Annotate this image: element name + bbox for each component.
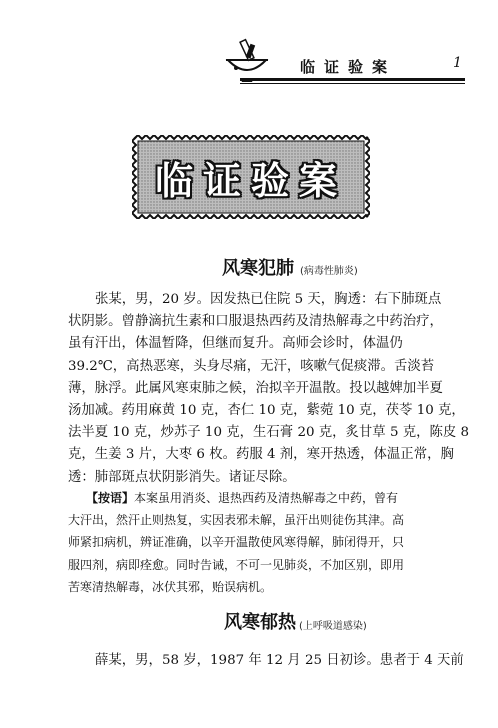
text-line: 汤加减。药用麻黄 10 克，杏仁 10 克，紫菀 10 克，茯苓 10 克， <box>68 403 465 419</box>
text-line: 39.2℃，高热恶寒，头身尽痛，无汗，咳嗽气促痰滞。舌淡苔 <box>68 358 435 374</box>
note-tag: 【按语】 <box>86 491 135 505</box>
page-number: 1 <box>453 55 462 71</box>
page-header <box>0 0 498 90</box>
running-title: 临证验案 <box>300 58 397 76</box>
note-line: 师紧扣病机，辨证准确，以辛开温散使风寒得解，肺闭得开，只 <box>68 535 405 550</box>
text-line: 薄，脉浮。此属风寒束肺之候，治拟辛开温散。投以越婢加半夏 <box>68 380 443 396</box>
text-line: 张某，男，20 岁。因发热已住院 5 天，胸透：右下肺斑点 <box>95 292 442 307</box>
text-line: 虽有汗出，体温暂降，但继而复升。高师会诊时，体温仍 <box>68 336 403 352</box>
note-line: 大汗出，然汗止则热复，实因表邪未解，虽汗出则徒伤其津。高 <box>68 513 405 528</box>
chapter-banner <box>132 135 370 219</box>
text-line: 状阴影。曾静滴抗生素和口服退热西药及清热解毒之中药治疗， <box>68 314 443 330</box>
text-line: 透：肺部斑点状阴影消失。诸证尽除。 <box>68 469 296 485</box>
note-line <box>68 487 450 509</box>
note-line: 苦寒清热解毒，冰伏其邪，贻误病机。 <box>68 579 273 594</box>
case1-commentary <box>68 487 450 598</box>
case1-subtitle: (病毒性肺炎) <box>300 266 358 277</box>
header-rule-thin <box>240 83 465 84</box>
banner-title: 临证验案 <box>154 157 347 203</box>
case2-title: 风寒郁热 <box>224 612 296 633</box>
case1-title: 风寒犯肺 <box>222 258 294 279</box>
case2-subtitle: (上呼吸道感染) <box>299 621 367 632</box>
header-rule <box>240 78 465 81</box>
text-line: 克，生姜 3 片，大枣 6 枚。药服 4 剂，寒开热透，体温正常，胸 <box>68 447 454 463</box>
note-line: 服四剂，病即痊愈。同时告诫，不可一见肺炎，不加区别，即用 <box>68 557 405 572</box>
case1-body <box>68 289 470 489</box>
text-line: 薛某，男，58 岁，1987 年 12 月 25 日初诊。患者于 4 天前 <box>95 653 464 668</box>
text-line: 法半夏 10 克，炒苏子 10 克，生石膏 20 克，炙甘草 5 克，陈皮 8 <box>68 425 470 441</box>
case2-body <box>68 650 464 672</box>
note-text: 本案虽用消炎、退热西药及清热解毒之中药，曾有 <box>134 491 399 505</box>
